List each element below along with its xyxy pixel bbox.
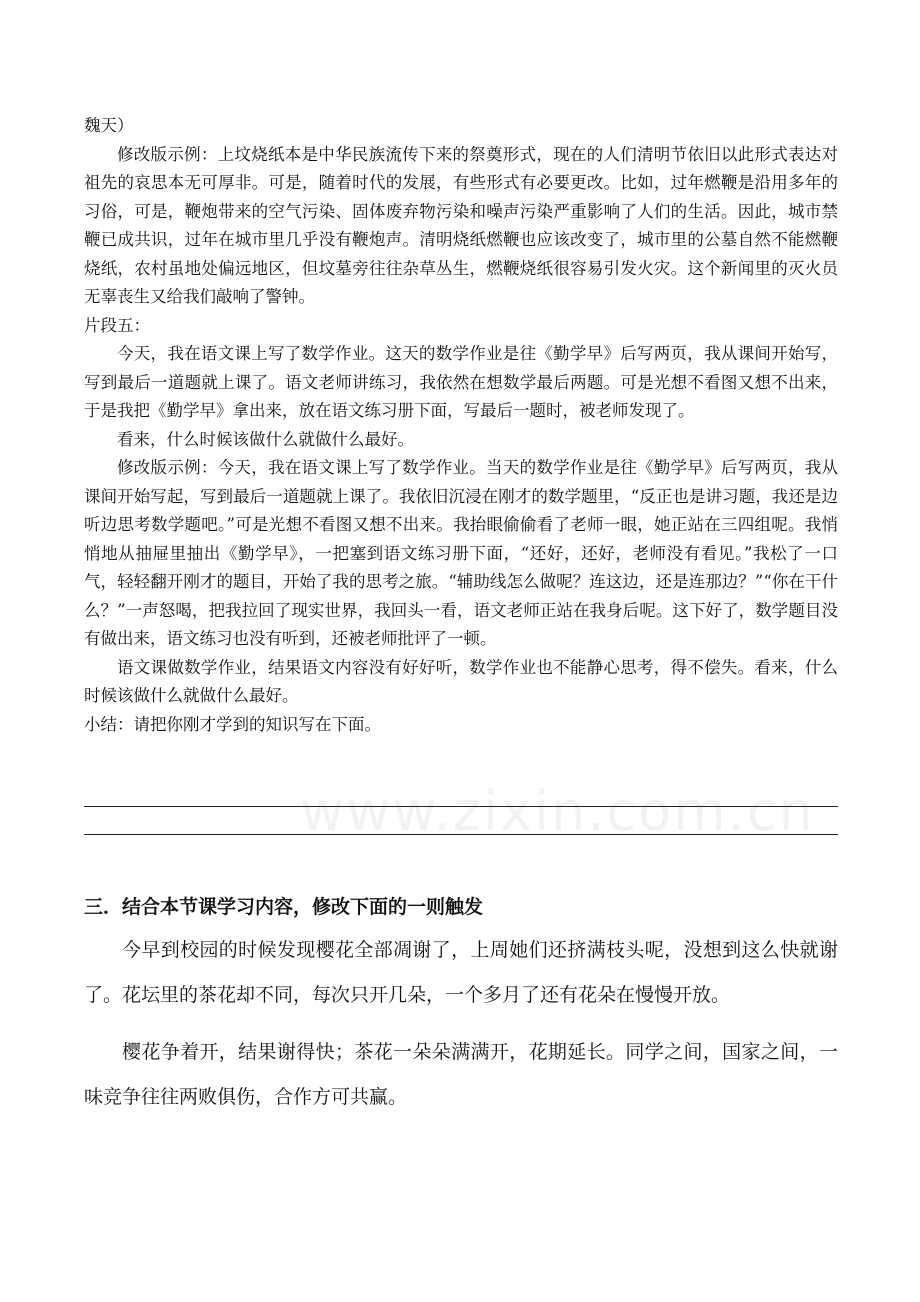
task-paragraph-2: 樱花争着开，结果谢得快；茶花一朵朵满满开，花期延长。同学之间，国家之间，一味竞争往往两败俱伤，合作方可共赢。	[84, 1041, 838, 1108]
segment-five-title: 片段五：	[84, 315, 150, 335]
example-text: 上坟烧纸本是中华民族流传下来的祭奠形式，现在的人们清明节依旧以此形式表达对祖先的哀思本无可厚非。可是，随着时代的发展，有些形式有必要更改。比如，过年燃鞭是沿用多年的习俗，可是，鞭炮带来的空气污染、固体废弃物污染和噪声污染严重影响了人们的生活。因此，城市禁鞭已成共识，过年在城市里几乎没有鞭炮声。清明烧纸燃鞭也应该改变了，城市里的公墓自然不能燃鞭烧纸，农村虽地处偏远地区，但坟墓旁往往杂草丛生，燃鞭烧纸很容易引发火灾。这个新闻里的灭火员无辜丧生又给我们敲响了警钟。	[84, 144, 839, 306]
segment-five-example-ending: 语文课做数学作业，结果语文内容没有好好听，数学作业也不能静心思考，得不偿失。看来，什么时候该做什么就做什么最好。	[84, 657, 838, 705]
section-two-content	[84, 112, 838, 739]
section-three-heading: 三．结合本节课学习内容，修改下面的一则触发	[84, 896, 484, 918]
segment-five-conclusion: 看来，什么时候该做什么就做什么最好。	[117, 429, 414, 449]
segment-five-example	[84, 454, 838, 654]
segment-four-example	[84, 141, 838, 312]
example-text: 今天，我在语文课上写了数学作业。当天的数学作业是往《勤学早》后写两页，我从课间开始写起，写到最后一道题就上课了。我依旧沉浸在刚才的数学题里，“反正也是讲习题，我还是边听边思考数学题吧。”可是光想不看图又想不出来。我抬眼偷偷看了老师一眼，她正站在三四组呢。我悄悄地从抽屉里抽出《勤学早》，一把塞到语文练习册下面，“还好，还好，老师没有看见。”我松了一口气，轻轻翻开刚才的题目，开始了我的思考之旅。“辅助线怎么做呢？连这边，还是连那边？”“你在干什么？”一声怒喝，把我拉回了现实世界，我回头一看，语文老师正站在我身后呢。这下好了，数学题目没有做出来，语文练习也没有听到，还被老师批评了一顿。	[84, 458, 839, 648]
answer-line-1[interactable]	[84, 806, 838, 807]
segment-five-paragraph: 今天，我在语文课上写了数学作业。这天的数学作业是往《勤学早》后写两页，我从课间开始写，写到最后一道题就上课了。语文老师讲练习，我依然在想数学最后两题。可是光想不看图又想不出来，于是我把《勤学早》拿出来，放在语文练习册下面，写最后一题时，被老师发现了。	[84, 344, 838, 420]
answer-line-2[interactable]	[84, 834, 838, 835]
task-paragraph-1: 今早到校园的时候发现樱花全部凋谢了，上周她们还挤满枝头呢，没想到这么快就谢了。花坛里的茶花却不同，每次只开几朵，一个多月了还有花朵在慢慢开放。	[84, 939, 838, 1006]
example-label: 修改版示例：	[117, 458, 218, 477]
section-three-content	[84, 928, 838, 1120]
tail-line: 魏天）	[84, 116, 134, 135]
example-label: 修改版示例：	[117, 144, 218, 164]
summary-prompt: 小结：请把你刚才学到的知识写在下面。	[84, 714, 381, 734]
watermark: www.zixin.com.cn	[300, 780, 815, 843]
